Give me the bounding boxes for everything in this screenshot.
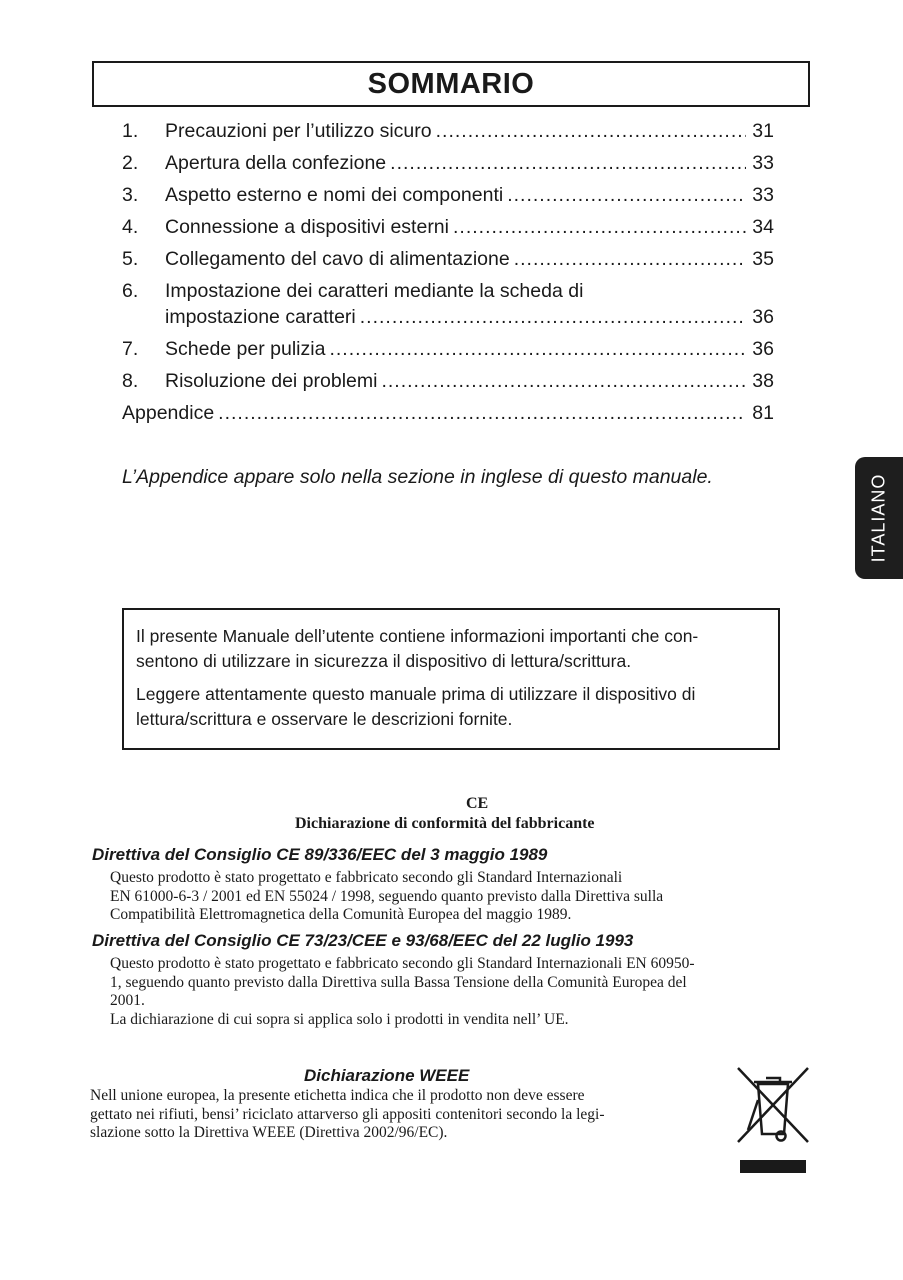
toc-entry[interactable] (122, 184, 774, 212)
toc-title: Precauzioni per l’utilizzo sicuro (165, 120, 432, 142)
toc-page: 35 (752, 248, 774, 270)
directive-heading: Direttiva del Consiglio CE 89/336/EEC del 3 maggio 1989 (92, 845, 548, 864)
appendix-note: L’Appendice appare solo nella sezione in inglese di questo manuale. (122, 466, 713, 488)
toc-entry[interactable] (122, 370, 774, 398)
directive-line: La dichiarazione di cui sopra si applica solo i prodotti in vendita nell’ UE. (110, 1010, 569, 1028)
toc-number: 7. (122, 338, 139, 360)
toc-leader (329, 338, 746, 361)
info-line: Leggere attentamente questo manuale prima di utilizzare il dispositivo di (136, 684, 696, 704)
page-title: SOMMARIO (367, 68, 535, 100)
toc-entry[interactable] (122, 248, 774, 276)
toc-leader (390, 152, 746, 175)
contents-title-box (92, 61, 810, 107)
toc-entry[interactable] (122, 120, 774, 148)
toc-page: 81 (752, 402, 774, 424)
toc-number: 2. (122, 152, 139, 174)
toc-page: 33 (752, 184, 774, 206)
directive-line: Questo prodotto è stato progettato e fabbricato secondo gli Standard Internazionali EN 60950- (110, 955, 695, 972)
toc-page: 33 (752, 152, 774, 174)
weee-text (90, 1087, 702, 1143)
info-paragraph-2 (136, 682, 766, 732)
toc-page: 34 (752, 216, 774, 238)
weee-line: gettato nei rifiuti, bensi’ riciclato attarverso gli appositi contenitori secondo la legi- (90, 1105, 605, 1123)
toc-entry-continued[interactable] (122, 306, 774, 334)
toc-page: 31 (752, 120, 774, 142)
info-line: lettura/scrittura e osservare le descrizioni fornite. (136, 709, 513, 729)
toc-number: 4. (122, 216, 139, 238)
crossed-out-wheelie-bin-icon (736, 1064, 810, 1176)
toc-title: Appendice (122, 402, 215, 424)
info-line: sentono di utilizzare in sicurezza il dispositivo di lettura/scrittura. (136, 651, 632, 671)
toc-number: 1. (122, 120, 139, 142)
toc-leader (436, 120, 746, 143)
weee-line: slazione sotto la Direttiva WEEE (Direttiva 2002/96/EC). (90, 1124, 448, 1141)
directive-line: EN 61000-6-3 / 2001 ed EN 55024 / 1998, seguendo quanto previsto dalla Direttiva sulla (110, 887, 664, 905)
info-line: Il presente Manuale dell’utente contiene informazioni importanti che con- (136, 626, 699, 646)
toc-entry[interactable] (122, 216, 774, 244)
toc-leader (453, 216, 746, 239)
toc-title: impostazione caratteri (165, 306, 356, 328)
toc-title: Schede per pulizia (165, 338, 326, 360)
toc-title: Connessione a dispositivi esterni (165, 216, 449, 238)
directive-line: Compatibilità Elettromagnetica della Comunità Europea del maggio 1989. (110, 906, 572, 923)
toc-leader (514, 248, 746, 271)
info-notice-box (122, 608, 780, 750)
toc-number: 3. (122, 184, 139, 206)
weee-heading: Dichiarazione WEEE (304, 1066, 470, 1085)
weee-line: Nell unione europea, la presente etichetta indica che il prodotto non deve essere (90, 1087, 585, 1104)
toc-leader (360, 306, 746, 329)
directive-text (110, 869, 804, 925)
directive-text (110, 955, 804, 1029)
toc-leader (507, 184, 746, 207)
toc-title: Aspetto esterno e nomi dei componenti (165, 184, 504, 206)
toc-leader (381, 370, 746, 393)
toc-number: 6. (122, 280, 139, 302)
toc-number: 8. (122, 370, 139, 392)
directive-line: 1, seguendo quanto previsto dalla Direttiva sulla Bassa Tensione della Comunità Europea del (110, 973, 687, 991)
toc-page: 36 (752, 306, 774, 328)
toc-page: 36 (752, 338, 774, 360)
info-paragraph-1 (136, 624, 766, 674)
toc-entry[interactable] (122, 402, 774, 430)
directive-line: Questo prodotto è stato progettato e fabbricato secondo gli Standard Internazionali (110, 869, 623, 886)
toc-leader (218, 402, 746, 425)
toc-entry[interactable] (122, 152, 774, 180)
toc-number: 5. (122, 248, 139, 270)
toc-entry[interactable] (122, 280, 774, 308)
toc-title: Apertura della confezione (165, 152, 387, 174)
directive-heading: Direttiva del Consiglio CE 73/23/CEE e 93/68/EEC del 22 luglio 1993 (92, 931, 634, 950)
toc-title: Collegamento del cavo di alimentazione (165, 248, 510, 270)
toc-title: Risoluzione dei problemi (165, 370, 378, 392)
language-tab (855, 457, 903, 579)
toc-title-line1: Impostazione dei caratteri mediante la scheda di (165, 280, 584, 302)
ce-mark: CE (466, 795, 489, 812)
toc-page: 38 (752, 370, 774, 392)
directive-line: 2001. (110, 992, 145, 1009)
language-tab-label: ITALIANO (868, 473, 889, 563)
toc-entry[interactable] (122, 338, 774, 366)
ce-title: Dichiarazione di conformità del fabbricante (295, 815, 595, 832)
